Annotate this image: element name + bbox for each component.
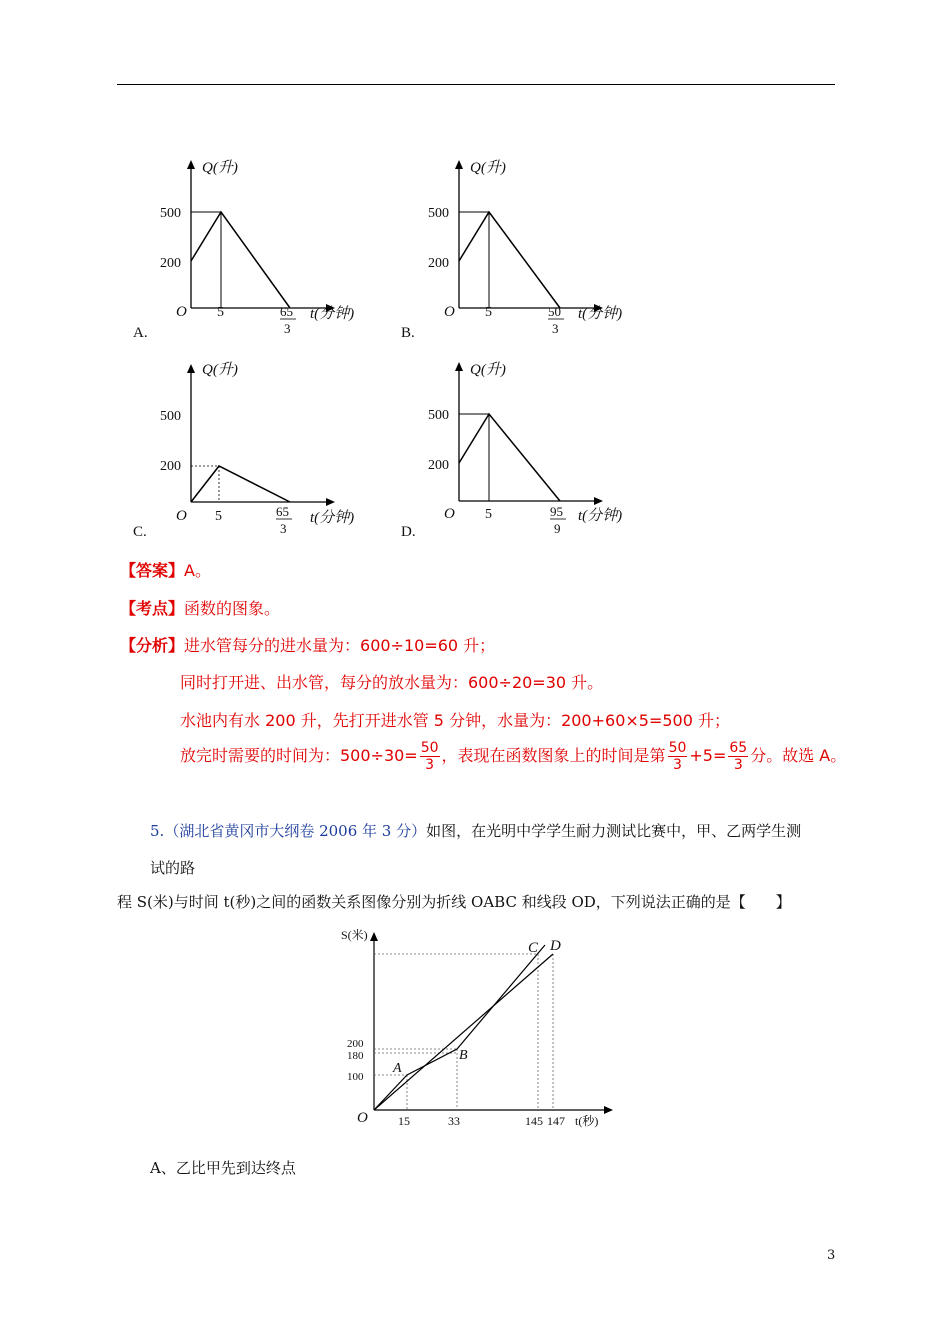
y-tick-500: 500: [428, 408, 449, 423]
x-tick-5: 5: [485, 305, 492, 320]
x-tick-147: 147: [547, 1114, 565, 1128]
point-a-label: A: [393, 1061, 402, 1076]
question-number: 5.: [150, 822, 165, 840]
question-text-1: 如图，在光明中学学生耐力测试比赛中，甲、乙两学生测: [426, 822, 802, 840]
question-source: （湖北省黄冈市大纲卷 2006 年 3 分）: [164, 822, 427, 840]
fenxi-line-4-d: 分。故选 A。: [750, 746, 847, 765]
kaodian-tag: 【考点】: [120, 599, 185, 618]
fenxi-line-2: 同时打开进、出水管，每分的放水量为：600÷20=30 升。: [180, 673, 604, 692]
kaodian-text: 函数的图象。: [184, 599, 281, 618]
origin-label: O: [444, 304, 455, 320]
option-a-text: A、乙比甲先到达终点: [150, 1159, 296, 1177]
x-tick-15: 15: [398, 1114, 410, 1128]
y-tick-180: 180: [347, 1050, 364, 1062]
option-chart-b: [398, 150, 648, 345]
x-axis-label: t(分钟): [578, 306, 623, 322]
page-number: 3: [827, 1248, 836, 1263]
question-5-line-2: 试的路: [150, 859, 196, 877]
answer-tag: 【答案】: [120, 561, 185, 580]
header-rule: [117, 84, 835, 85]
fraction-65-3: $\frac{65}{3}$: [729, 740, 748, 773]
x-tick-33: 33: [448, 1114, 460, 1128]
origin-label: O: [176, 508, 187, 524]
x-end-numerator: 50: [548, 304, 561, 319]
y-tick-200: 200: [428, 458, 449, 473]
x-end-denominator: 3: [280, 521, 287, 536]
x-end-numerator: 65: [280, 304, 293, 319]
fenxi-tag: 【分析】: [120, 636, 185, 655]
y-tick-100: 100: [347, 1071, 364, 1083]
x-tick-145: 145: [525, 1114, 543, 1128]
kaodian-line: [120, 596, 280, 619]
fenxi-line-4: [180, 740, 846, 773]
y-axis-label: Q(升): [202, 160, 238, 176]
fenxi-line-4-b: ，表现在函数图象上的时间是第: [441, 746, 666, 765]
origin-label: O: [176, 304, 187, 320]
fenxi-line-4-c: +5=: [689, 746, 727, 765]
x-end-numerator: 95: [550, 504, 563, 519]
y-axis-label: Q(升): [202, 362, 238, 378]
option-label: D.: [401, 524, 416, 540]
x-axis-label: t(分钟): [310, 510, 355, 526]
x-end-numerator: 65: [276, 504, 289, 519]
fenxi-line-4-a: 放完时需要的时间为：500÷30=: [180, 746, 418, 765]
origin-label: O: [357, 1110, 368, 1126]
y-tick-500: 500: [160, 206, 181, 221]
s-axis-label: S(米): [341, 928, 368, 942]
y-tick-200: 200: [428, 256, 449, 271]
x-end-denominator: 3: [552, 321, 559, 336]
y-tick-200: 200: [160, 256, 181, 271]
fenxi-text-1: 进水管每分的进水量为：600÷10=60 升；: [184, 636, 496, 655]
y-tick-200: 200: [347, 1038, 364, 1050]
question-5-line-3: 程 S(米)与时间 t(秒)之间的函数关系图像分别为折线 OABC 和线段 OD，下列说法正确的是【 】: [117, 893, 791, 911]
option-label: C.: [133, 524, 147, 540]
fenxi-line-1: [120, 633, 495, 656]
option-chart-c: [130, 352, 380, 547]
race-chart: [335, 920, 635, 1135]
fraction-50-3-a: $\frac{50}{3}$: [420, 740, 439, 773]
x-tick-5: 5: [215, 509, 222, 524]
y-axis-label: Q(升): [470, 362, 506, 378]
origin-label: O: [444, 506, 455, 522]
option-chart-a: [130, 150, 380, 345]
option-chart-d: [398, 352, 648, 547]
y-axis-label: Q(升): [470, 160, 506, 176]
point-c-label: C: [528, 940, 539, 956]
y-tick-500: 500: [428, 206, 449, 221]
point-d-label: D: [550, 938, 561, 954]
x-tick-5: 5: [485, 507, 492, 522]
option-label: A.: [133, 325, 148, 341]
point-b-label: B: [459, 1048, 468, 1063]
answer-line: [120, 558, 211, 581]
x-axis-label: t(分钟): [578, 508, 623, 524]
x-end-denominator: 3: [284, 321, 291, 336]
x-end-denominator: 9: [554, 521, 561, 536]
option-label: B.: [401, 325, 415, 341]
y-tick-500: 500: [160, 409, 181, 424]
question-5-line-1: [150, 820, 801, 841]
y-tick-200: 200: [160, 459, 181, 474]
answer-text: A。: [184, 561, 211, 580]
x-tick-5: 5: [217, 305, 224, 320]
fenxi-line-3: 水池内有水 200 升，先打开进水管 5 分钟，水量为：200+60×5=500 升；: [180, 711, 730, 730]
x-axis-label: t(分钟): [310, 306, 355, 322]
t-axis-label: t(秒): [575, 1114, 599, 1128]
fraction-50-3-b: $\frac{50}{3}$: [668, 740, 687, 773]
